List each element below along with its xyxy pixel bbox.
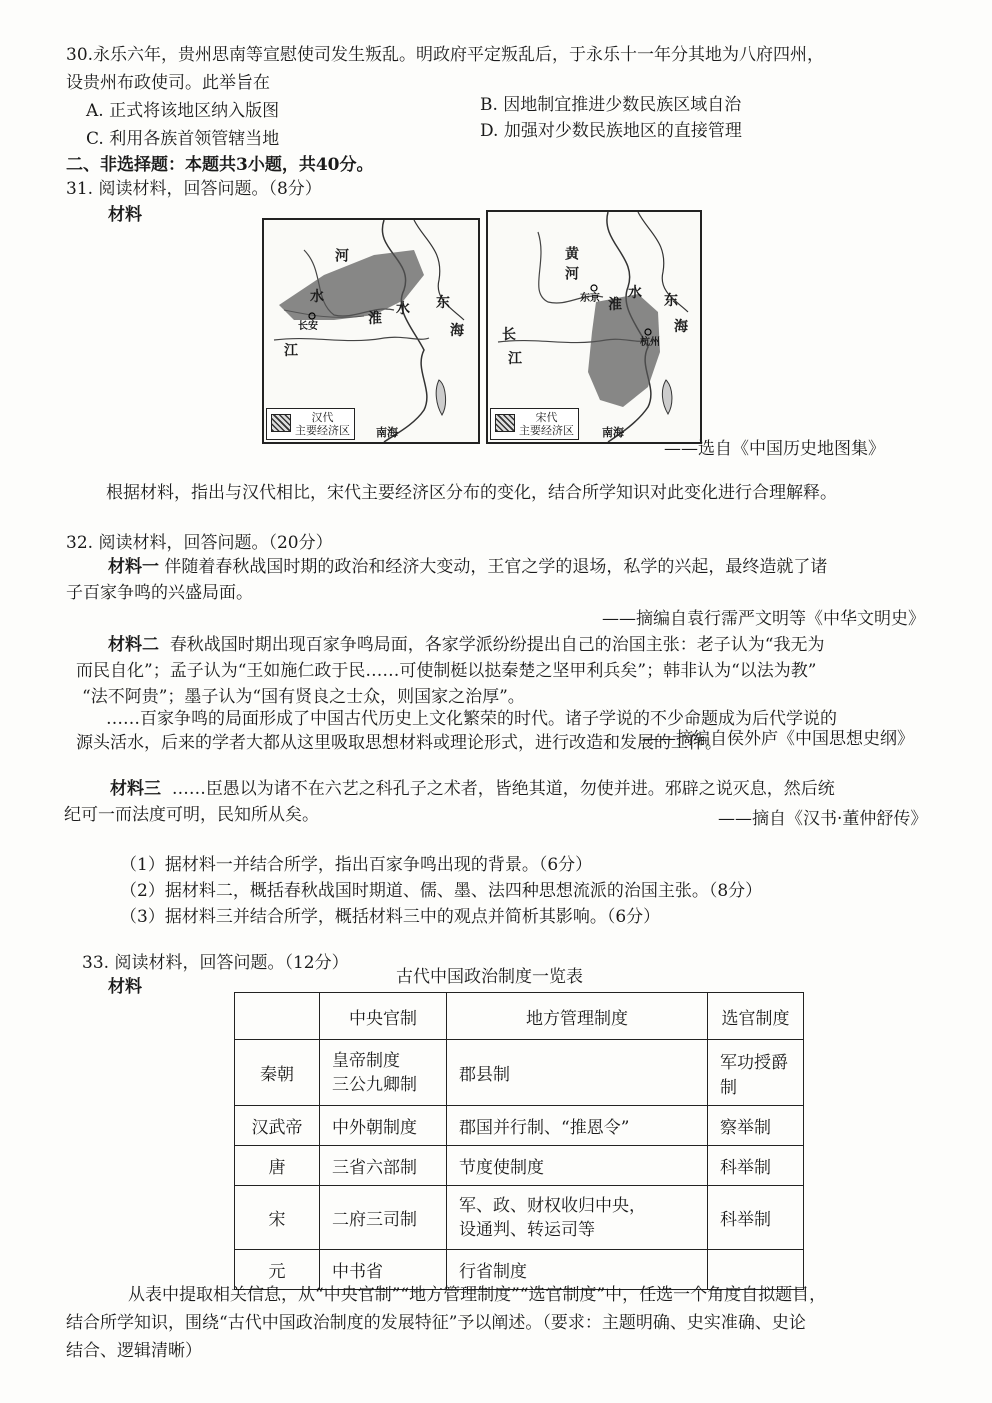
- han-legend-era: 汉代: [311, 411, 334, 424]
- song-label-nanhai: 南海: [602, 426, 624, 439]
- table-cell-central: 三省六部制: [320, 1146, 447, 1186]
- song-map-legend: [490, 408, 579, 440]
- q33-question-line2: 结合所学知识，围绕“古代中国政治制度的发展特征”予以阐述。（要求：主题明确、史实准确、史论: [66, 1313, 806, 1333]
- han-label-huai: 淮: [368, 311, 382, 327]
- table-cell-selection: 科举制: [708, 1146, 804, 1186]
- q33-question-line3: 结合、逻辑清晰）: [66, 1341, 202, 1361]
- han-label-nanhai: 南海: [376, 426, 398, 439]
- hatch-swatch-icon: [271, 414, 291, 432]
- q32-m3-line1: [110, 778, 835, 800]
- table-header-cell: 中央官制: [320, 993, 447, 1040]
- q32-stem: 32. 阅读材料，回答问题。（20分）: [66, 533, 333, 553]
- table-row: [235, 1186, 804, 1250]
- q32-m1-label: 材料一: [108, 557, 159, 577]
- song-label-jiang: 江: [508, 351, 522, 367]
- q32-m2-line3: “法不阿贵”；墨子认为“国有贤良之士众，则国家之治厚”。: [82, 687, 525, 707]
- han-label-hai: 海: [450, 323, 464, 339]
- section-heading: 二、非选择题：本题共3小题，共40分。: [66, 155, 374, 175]
- q32-sub2: （2）据材料二，概括春秋战国时期道、儒、墨、法四种思想流派的治国主张。（8分）: [120, 881, 763, 901]
- song-label-chang: 长: [502, 327, 516, 343]
- song-label-he: 河: [563, 266, 579, 280]
- q32-m1-source: ——摘编自袁行霈严文明等《中华文明史》: [602, 609, 925, 629]
- han-label-shui2: 水: [396, 301, 410, 317]
- q32-m2-line2: 而民自化”；孟子认为“王如施仁政于民……可使制梃以挞秦楚之坚甲利兵矣”；韩非认为“以法为教”: [76, 661, 817, 681]
- q32-m1-line1: [108, 556, 827, 578]
- q33-stem: 33. 阅读材料，回答问题。（12分）: [82, 953, 349, 973]
- table-cell-dynasty: 汉武帝: [235, 1106, 320, 1146]
- table-cell-local: 郡县制: [447, 1040, 708, 1106]
- q30-option-d: D. 加强对少数民族地区的直接管理: [480, 121, 742, 141]
- q32-m2-line5: 源头活水，后来的学者大都从这里吸取思想材料或理论形式，进行改造和发展的工作。: [76, 733, 722, 753]
- q30-option-c: C. 利用各族首领管辖当地: [86, 129, 280, 149]
- q33-table-title: 古代中国政治制度一览表: [396, 967, 583, 987]
- table-cell-central: 二府三司制: [320, 1186, 447, 1250]
- song-legend-label: 主要经济区: [519, 424, 574, 437]
- table-row: [235, 1040, 804, 1106]
- q30-stem-line2: 设贵州布政使司。此举旨在: [66, 73, 270, 93]
- song-label-dongjing: 东京: [580, 293, 600, 304]
- hatch-swatch-icon: [495, 414, 515, 432]
- q32-m2-label: 材料二: [108, 635, 159, 655]
- q32-m3-text1: ……臣愚以为诸不在六艺之科孔子之术者，皆绝其道，勿使并进。邪辟之说灭息，然后统: [171, 779, 835, 799]
- q32-m1-text1: 伴随着春秋战国时期的政治和经济大变动，王官之学的退场，私学的兴起，最终造就了诸: [164, 557, 828, 577]
- q32-m2-line4: ……百家争鸣的局面形成了中国古代历史上文化繁荣的时代。诸子学说的不少命题成为后代学说的: [106, 709, 837, 729]
- song-label-dong: 东: [664, 293, 678, 309]
- q31-source: ——选自《中国历史地图集》: [664, 439, 885, 459]
- q30-stem-line1: 30.永乐六年，贵州思南等宣慰使司发生叛乱。明政府平定叛乱后，于永乐十一年分其地为八府四州，: [66, 45, 825, 65]
- table-row: [235, 1146, 804, 1186]
- table-row: [235, 1106, 804, 1146]
- q33-question-line1: 从表中提取相关信息，从“中央官制”“地方管理制度”“选官制度”中，任选一个角度自拟题目，: [128, 1285, 827, 1305]
- q32-m3-line2: 纪可一而法度可明，民知所从矣。: [64, 805, 319, 825]
- han-label-shui: 水: [310, 289, 324, 305]
- political-system-table: [234, 992, 804, 1290]
- table-cell-dynasty: 宋: [235, 1186, 320, 1250]
- table-cell-dynasty: 秦朝: [235, 1040, 320, 1106]
- q32-sub3: （3）据材料三并结合所学，概括材料三中的观点并简析其影响。（6分）: [120, 907, 661, 927]
- table-header-cell: 地方管理制度: [447, 993, 708, 1040]
- han-label-changan: 长安: [298, 321, 318, 332]
- table-cell-local: 行省制度: [447, 1250, 708, 1290]
- table-header-cell: 选官制度: [708, 993, 804, 1040]
- han-label-he: 河: [333, 248, 349, 262]
- q32-sub1: （1）据材料一并结合所学，指出百家争鸣出现的背景。（6分）: [120, 855, 593, 875]
- q32-m3-source: ——摘自《汉书·董仲舒传》: [718, 809, 928, 829]
- song-map: [486, 210, 702, 444]
- han-legend-label: 主要经济区: [295, 424, 350, 437]
- table-cell-selection: 科举制: [708, 1186, 804, 1250]
- table-cell-local: 军、政、财权收归中央， 设通判、转运司等: [447, 1186, 708, 1250]
- song-label-huai: 淮: [608, 297, 622, 313]
- table-cell-dynasty: 元: [235, 1250, 320, 1290]
- q31-material-label: 材料: [108, 205, 142, 225]
- table-cell-dynasty: 唐: [235, 1146, 320, 1186]
- q30-option-a: A. 正式将该地区纳入版图: [86, 101, 280, 121]
- han-map-legend: [266, 408, 355, 440]
- han-label-dong: 东: [436, 295, 450, 311]
- song-label-huang: 黄: [563, 246, 579, 260]
- q32-m3-label: 材料三: [110, 779, 161, 799]
- table-cell-local: 节度使制度: [447, 1146, 708, 1186]
- q30-option-b: B. 因地制宜推进少数民族区域自治: [480, 95, 742, 115]
- table-header-row: [235, 993, 804, 1040]
- table-cell-central: 中外朝制度: [320, 1106, 447, 1146]
- han-map: [262, 218, 480, 444]
- han-label-jiang: 江: [284, 343, 298, 359]
- table-cell-local: 郡国并行制、“推恩令”: [447, 1106, 708, 1146]
- q33-material-label: 材料: [108, 977, 142, 997]
- song-label-shui: 水: [628, 285, 642, 301]
- q32-m2-line1: [108, 634, 825, 656]
- table-cell-selection: 察举制: [708, 1106, 804, 1146]
- q32-m2-source: ——摘编自侯外庐《中国思想史纲》: [642, 729, 914, 749]
- table-header-cell: [235, 993, 320, 1040]
- table-cell-central: 皇帝制度 三公九卿制: [320, 1040, 447, 1106]
- q31-question: 根据材料，指出与汉代相比，宋代主要经济区分布的变化，结合所学知识对此变化进行合理解释。: [106, 483, 837, 503]
- song-label-hangzhou: 杭州: [640, 337, 660, 348]
- q32-m2-text1: 春秋战国时期出现百家争鸣局面，各家学派纷纷提出自己的治国主张：老子认为“我无为: [169, 635, 825, 655]
- table-cell-selection: 军功授爵制: [708, 1040, 804, 1106]
- table-cell-central: 中书省: [320, 1250, 447, 1290]
- song-label-hai: 海: [674, 319, 688, 335]
- song-legend-era: 宋代: [535, 411, 558, 424]
- q31-stem: 31. 阅读材料，回答问题。（8分）: [66, 179, 322, 199]
- q32-m1-line2: 子百家争鸣的兴盛局面。: [66, 583, 253, 603]
